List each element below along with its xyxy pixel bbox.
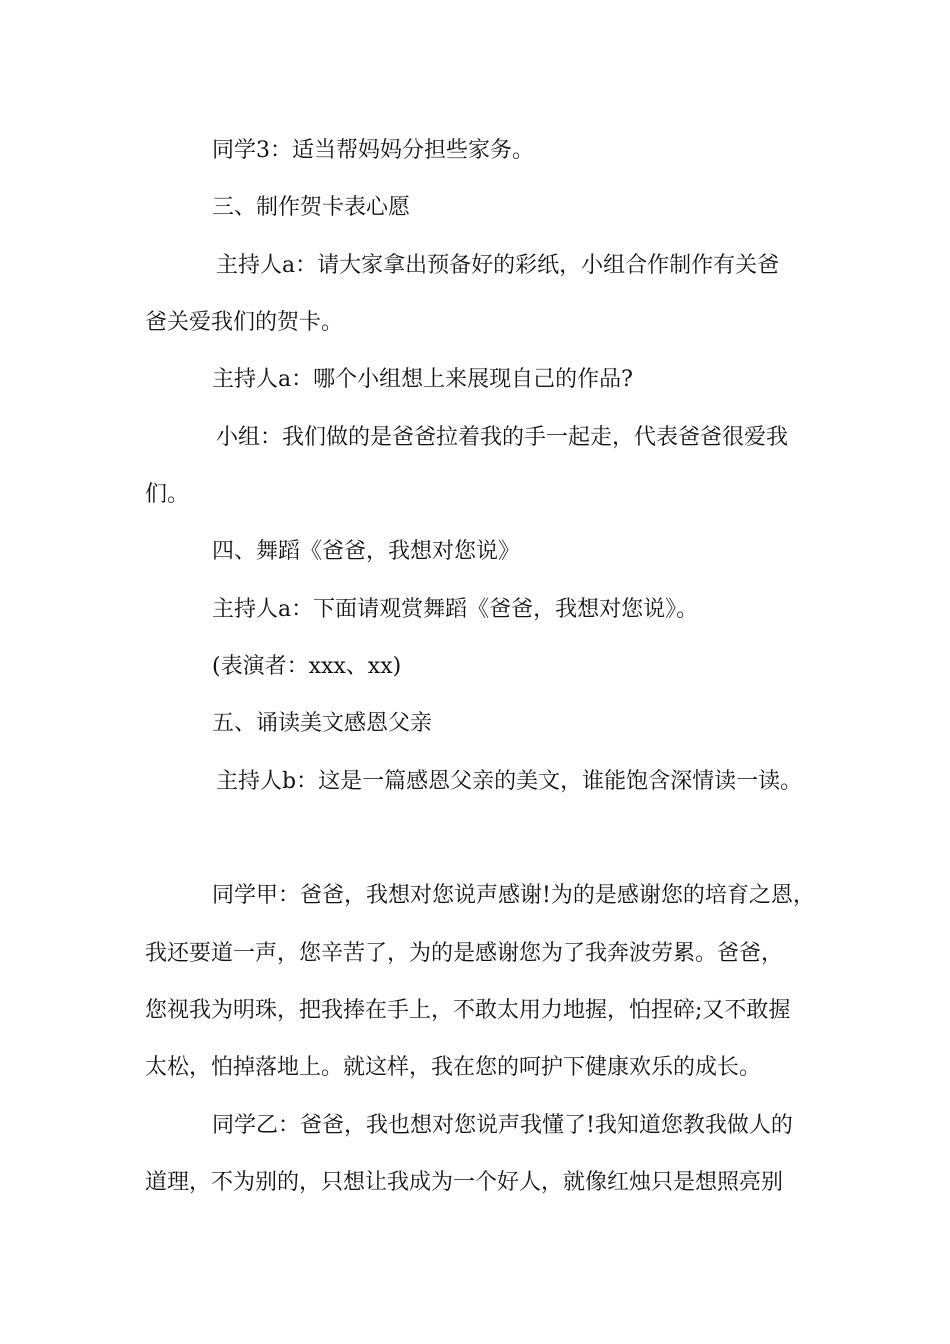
section-heading: 五、诵读美文感恩父亲 bbox=[212, 711, 433, 736]
text-line: 同学甲：爸爸，我想对您说声感谢!为的是感谢您的培育之恩， bbox=[212, 883, 815, 908]
text-line: 您视我为明珠，把我捧在手上，不敢太用力地握，怕捏碎;又不敢握 bbox=[145, 998, 791, 1023]
text-line: 们。 bbox=[145, 482, 190, 507]
text-line: 我还要道一声，您辛苦了，为的是感谢您为了我奔波劳累。爸爸， bbox=[145, 941, 784, 966]
text-line: 道理，不为别的，只想让我成为一个好人，就像红烛只是想照亮别 bbox=[145, 1170, 784, 1195]
text-line: 爸关爱我们的贺卡。 bbox=[145, 310, 344, 335]
text-line: 太松，怕掉落地上。就这样，我在您的呵护下健康欢乐的成长。 bbox=[145, 1055, 762, 1080]
section-heading: 三、制作贺卡表心愿 bbox=[212, 195, 411, 220]
text-line: 小组：我们做的是爸爸拉着我的手一起走，代表爸爸很爱我 bbox=[216, 425, 789, 450]
text-line: 同学3：适当帮妈妈分担些家务。 bbox=[212, 138, 534, 163]
text-line: 同学乙：爸爸，我也想对您说声我懂了!我知道您教我做人的 bbox=[212, 1113, 793, 1138]
text-line: 主持人a：哪个小组想上来展现自己的作品? bbox=[212, 367, 633, 392]
text-line: 主持人a：请大家拿出预备好的彩纸，小组合作制作有关爸 bbox=[216, 253, 780, 278]
text-line: (表演者：xxx、xx) bbox=[212, 654, 402, 679]
section-heading: 四、舞蹈《爸爸，我想对您说》 bbox=[212, 539, 521, 564]
text-line: 主持人a：下面请观赏舞蹈《爸爸，我想对您说》。 bbox=[212, 597, 699, 622]
text-line: 主持人b：这是一篇感恩父亲的美文，谁能饱含深情读一读。 bbox=[216, 769, 803, 794]
